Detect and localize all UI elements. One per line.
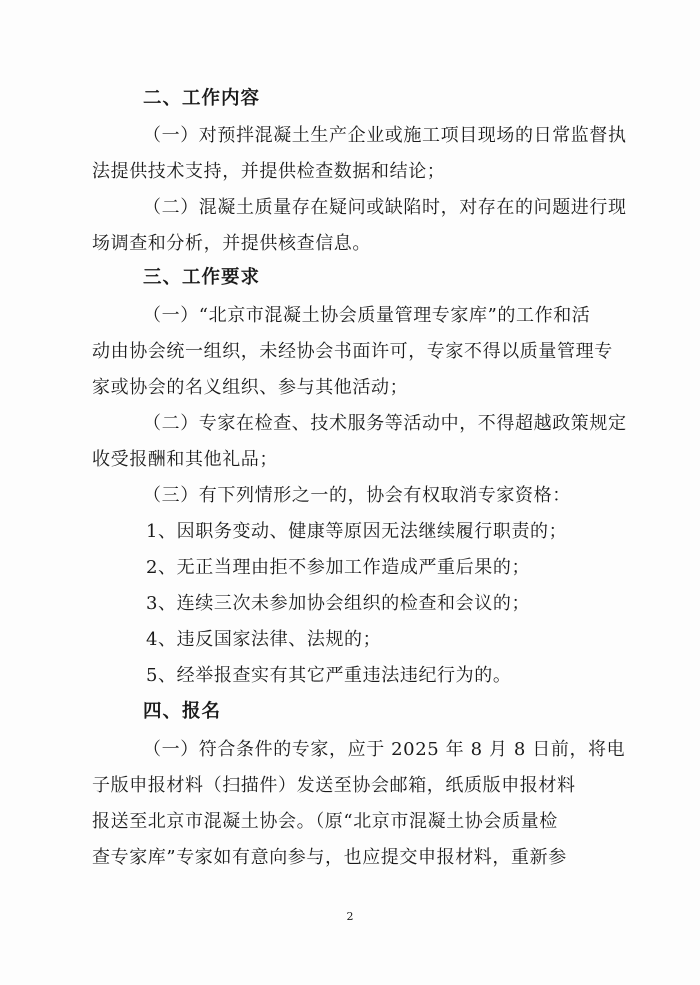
paragraph-line: 家或协会的名义组织、参与其他活动； bbox=[92, 377, 409, 398]
list-item: 5、经举报查实有其它严重违法违纪行为的。 bbox=[146, 665, 512, 686]
list-item: 4、违反国家法律、法规的； bbox=[146, 629, 382, 650]
paragraph-line: （二）混凝土质量存在疑问或缺陷时，对存在的问题进行现 bbox=[143, 197, 627, 218]
section-heading-work-requirements: 三、工作要求 bbox=[143, 267, 261, 288]
paragraph-line: 法提供技术支持，并提供检查数据和结论； bbox=[92, 161, 446, 182]
section-heading-registration: 四、报名 bbox=[143, 701, 222, 722]
paragraph-line: 报送至北京市混凝土协会。（原“北京市混凝土协会质量检 bbox=[92, 811, 558, 832]
list-item: 1、因职务变动、健康等原因无法继续履行职责的； bbox=[146, 521, 568, 542]
paragraph-line: 子版申报材料（扫描件）发送至协会邮箱，纸质版申报材料 bbox=[92, 775, 576, 796]
section-heading-work-content: 二、工作内容 bbox=[143, 88, 261, 109]
list-item: 2、无正当理由拒不参加工作造成严重后果的； bbox=[146, 557, 531, 578]
paragraph-line: （一）“北京市混凝土协会质量管理专家库”的工作和活 bbox=[143, 305, 591, 326]
paragraph-line: （一）符合条件的专家，应于 2025 年 8 月 8 日前，将电 bbox=[143, 739, 626, 760]
paragraph-line: （一）对预拌混凝土生产企业或施工项目现场的日常监督执 bbox=[143, 125, 627, 146]
paragraph-line: 场调查和分析，并提供核查信息。 bbox=[92, 233, 371, 254]
paragraph-line: 收受报酬和其他礼品； bbox=[92, 449, 278, 470]
paragraph-line: 动由协会统一组织，未经协会书面许可，专家不得以质量管理专 bbox=[92, 341, 613, 362]
page-number: 2 bbox=[346, 910, 354, 923]
paragraph-line: （三）有下列情形之一的，协会有权取消专家资格： bbox=[143, 485, 571, 506]
paragraph-line: （二）专家在检查、技术服务等活动中，不得超越政策规定 bbox=[143, 413, 627, 434]
paragraph-line: 查专家库”专家如有意向参与，也应提交申报材料，重新参 bbox=[92, 847, 567, 868]
list-item: 3、连续三次未参加协会组织的检查和会议的； bbox=[146, 593, 531, 614]
